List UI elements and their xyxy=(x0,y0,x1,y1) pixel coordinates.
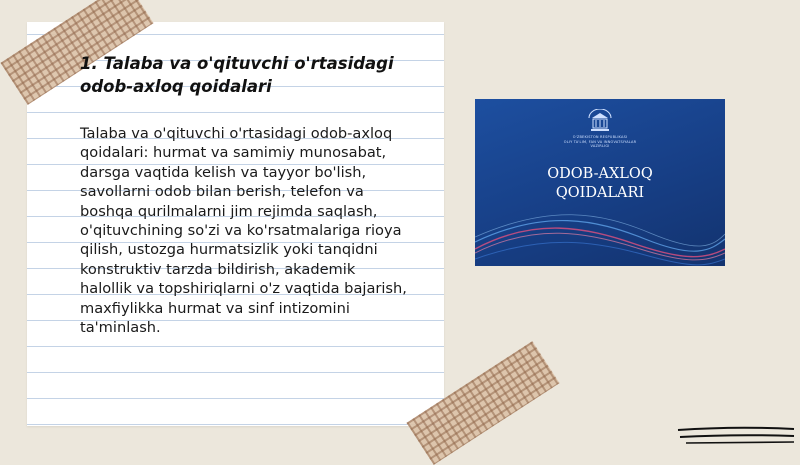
cover-caption xyxy=(475,135,725,149)
note-body-line: savollarni odob bilan berish, telefon va xyxy=(80,183,364,201)
decorative-lines xyxy=(676,424,796,446)
note-body-line: qilish, ustozga hurmatsizlik yoki tanqidni xyxy=(80,241,378,259)
cover-caption-line: O'ZBEKISTON RESPUBLIKASI xyxy=(572,135,628,139)
note-heading-line: odob-axloq qoidalari xyxy=(80,77,272,96)
note-body-line: o'qituvchining so'zi va ko'rsatmalariga rioya xyxy=(80,222,402,240)
note-body-line: halollik va topshiriqlarni o'z vaqtida bajarish, xyxy=(80,280,407,298)
note-body-line: qoidalari: hurmat va samimiy munosabat, xyxy=(80,144,387,162)
cover-title-line: ODOB-AXLOQ xyxy=(547,166,653,182)
note-body xyxy=(80,124,425,337)
note-heading-line: 1. Talaba va o'qituvchi o'rtasidagi xyxy=(80,54,394,73)
note-heading xyxy=(80,52,420,98)
cover-title xyxy=(475,165,725,203)
cover-caption-line: VAZIRLIGI xyxy=(590,144,610,148)
note-body-line: konstruktiv tarzda bildirish, akademik xyxy=(80,260,356,278)
cover-title-line: QOIDALARI xyxy=(555,185,645,201)
cover-image xyxy=(475,99,725,266)
note-body-line: Talaba va o'qituvchi o'rtasidagi odob-axloq xyxy=(80,125,393,142)
note-body-line: darsga vaqtida kelish va tayyor bo'lish, xyxy=(80,163,367,181)
note-body-line: maxfiylikka hurmat va sinf intizomini xyxy=(80,299,350,317)
cover-caption-line: OLIY TA'LIM, FAN VA INNOVATSIYALAR xyxy=(563,139,637,144)
note-body-line: ta'minlash. xyxy=(80,319,161,337)
note-body-line: boshqa qurilmalarni jim rejimda saqlash, xyxy=(80,202,378,220)
building-emblem-icon xyxy=(586,109,614,135)
